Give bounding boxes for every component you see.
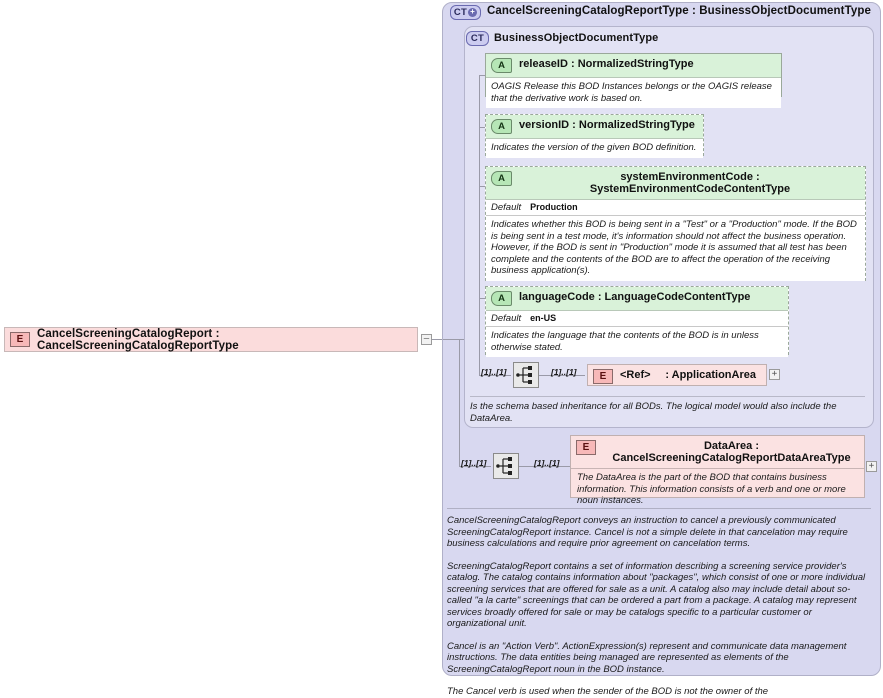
attribute-header (486, 167, 865, 200)
default-value: Production (530, 202, 578, 212)
attribute-header (486, 54, 781, 78)
attribute-label: releaseID : NormalizedStringType (519, 58, 694, 70)
element-label: DataArea : CancelScreeningCatalogReportDataAreaType (612, 440, 851, 464)
attribute-documentation: Indicates the language that the contents of the BOD is in unless otherwise stated. (486, 327, 788, 357)
attribute-icon: A (491, 58, 512, 73)
documentation-paragraph: ScreeningCatalogReport contains a set of information describing a screening service provider's catalog. The catalog contains information about "packages", which consist of one or more individual screening services that are offered for sale as a unit. A catalog also may include detail about so-called "a la carte" screenings that can be ordered a part from a package. A catalog may represent services broadly offered for sale or may be catalogs specific to a particular customer or organizational unit. (447, 560, 866, 629)
element-ref-label: <Ref> (620, 369, 651, 381)
attribute-icon: A (491, 291, 512, 306)
connector-inbound (443, 339, 460, 340)
element-header (588, 365, 766, 388)
attribute-icon: A (491, 171, 512, 186)
documentation-paragraph: CancelScreeningCatalogReport conveys an instruction to cancel a previously communicated ScreeningCatalogReport instance. Cancel is not a simple delete in that cancelation may require business calculations and require prior agreement on cancelation terms. (447, 515, 848, 549)
cardinality-applicationarea: [1]..[1] (551, 367, 577, 377)
default-label: Default (491, 202, 522, 213)
plus-icon[interactable]: + (468, 8, 477, 17)
element-ref-type: : ApplicationArea (665, 369, 756, 381)
element-icon: E (593, 369, 613, 384)
connector-attribute-bus (479, 75, 480, 375)
documentation-paragraph: The Cancel verb is used when the sender of the BOD is not the owner of the (447, 686, 769, 697)
cardinality-inner-sequence-left: [1]..[1] (481, 367, 507, 377)
element-DataArea[interactable] (570, 435, 865, 506)
complex-type-inner-label: BusinessObjectDocumentType (494, 32, 659, 44)
attribute-icon: A (491, 119, 512, 134)
root-collapse-toggle[interactable]: – (421, 334, 432, 345)
attribute-label: versionID : NormalizedStringType (519, 119, 695, 131)
complex-type-inner-documentation: Is the schema based inheritance for all BODs. The logical model would also include the DataArea. (470, 396, 865, 424)
type-documentation-block (447, 508, 871, 698)
element-ref-ApplicationArea[interactable] (587, 364, 767, 386)
element-documentation: The DataArea is the part of the BOD that contains business information. This information consists of a verb and one or more noun instances. (577, 472, 846, 506)
element-header (571, 436, 864, 469)
attribute-documentation: Indicates whether this BOD is being sent in a "Test" or a "Production" mode. If the BOD is being sent in a test mode, it's information should not affect the business operation. However, if the BOD is sent in "Production" mode it is assumed that all test has been complete and the contents of the BOD are to affect the operation of the receiving business application(s). (486, 216, 865, 281)
complex-type-icon-label: CT (453, 7, 468, 18)
cardinality-outer-sequence-left: [1]..[1] (461, 458, 487, 468)
default-label: Default (491, 313, 522, 324)
dataarea-expand-toggle[interactable]: + (866, 461, 877, 472)
complex-type-inner-icon: CT (466, 31, 489, 46)
complex-type-icon (450, 5, 481, 20)
attribute-documentation: Indicates the version of the given BOD definition. (486, 139, 703, 158)
root-element-label: CancelScreeningCatalogReport : CancelScreeningCatalogReportType (37, 327, 239, 352)
attribute-languageCode[interactable] (485, 286, 789, 355)
element-icon: E (10, 332, 30, 347)
attribute-systemEnvironmentCode[interactable] (485, 166, 866, 281)
attribute-label: systemEnvironmentCode : SystemEnvironmentCodeContentType (589, 171, 791, 195)
attribute-default-row (486, 311, 788, 327)
attribute-header (486, 287, 788, 311)
attribute-header (486, 115, 703, 139)
attribute-versionID[interactable] (485, 114, 704, 156)
attribute-documentation: OAGIS Release this BOD Instances belongs or the OAGIS release that the derivative work is based on. (486, 78, 781, 108)
attribute-default-row (486, 200, 865, 216)
sequence-icon[interactable] (513, 362, 539, 388)
documentation-paragraph: Cancel is an "Action Verb". ActionExpression(s) represent and communicate data management instructions. The data entities being managed are represented as elements of the ScreeningCatalogReport noun in the BOD instance. (447, 640, 847, 675)
attribute-label: languageCode : LanguageCodeContentType (519, 291, 751, 303)
root-element-node[interactable] (4, 327, 418, 352)
default-value: en-US (530, 313, 557, 323)
cardinality-dataarea: [1]..[1] (534, 458, 560, 468)
connector-to-inner-ct (459, 339, 464, 340)
sequence-icon[interactable] (493, 453, 519, 479)
applicationarea-expand-toggle[interactable]: + (769, 369, 780, 380)
element-icon: E (576, 440, 596, 455)
attribute-releaseID[interactable] (485, 53, 782, 104)
connector-outer-bus (459, 339, 460, 467)
complex-type-outer-label: CancelScreeningCatalogReportType : BusinessObjectDocumentType (487, 5, 871, 17)
